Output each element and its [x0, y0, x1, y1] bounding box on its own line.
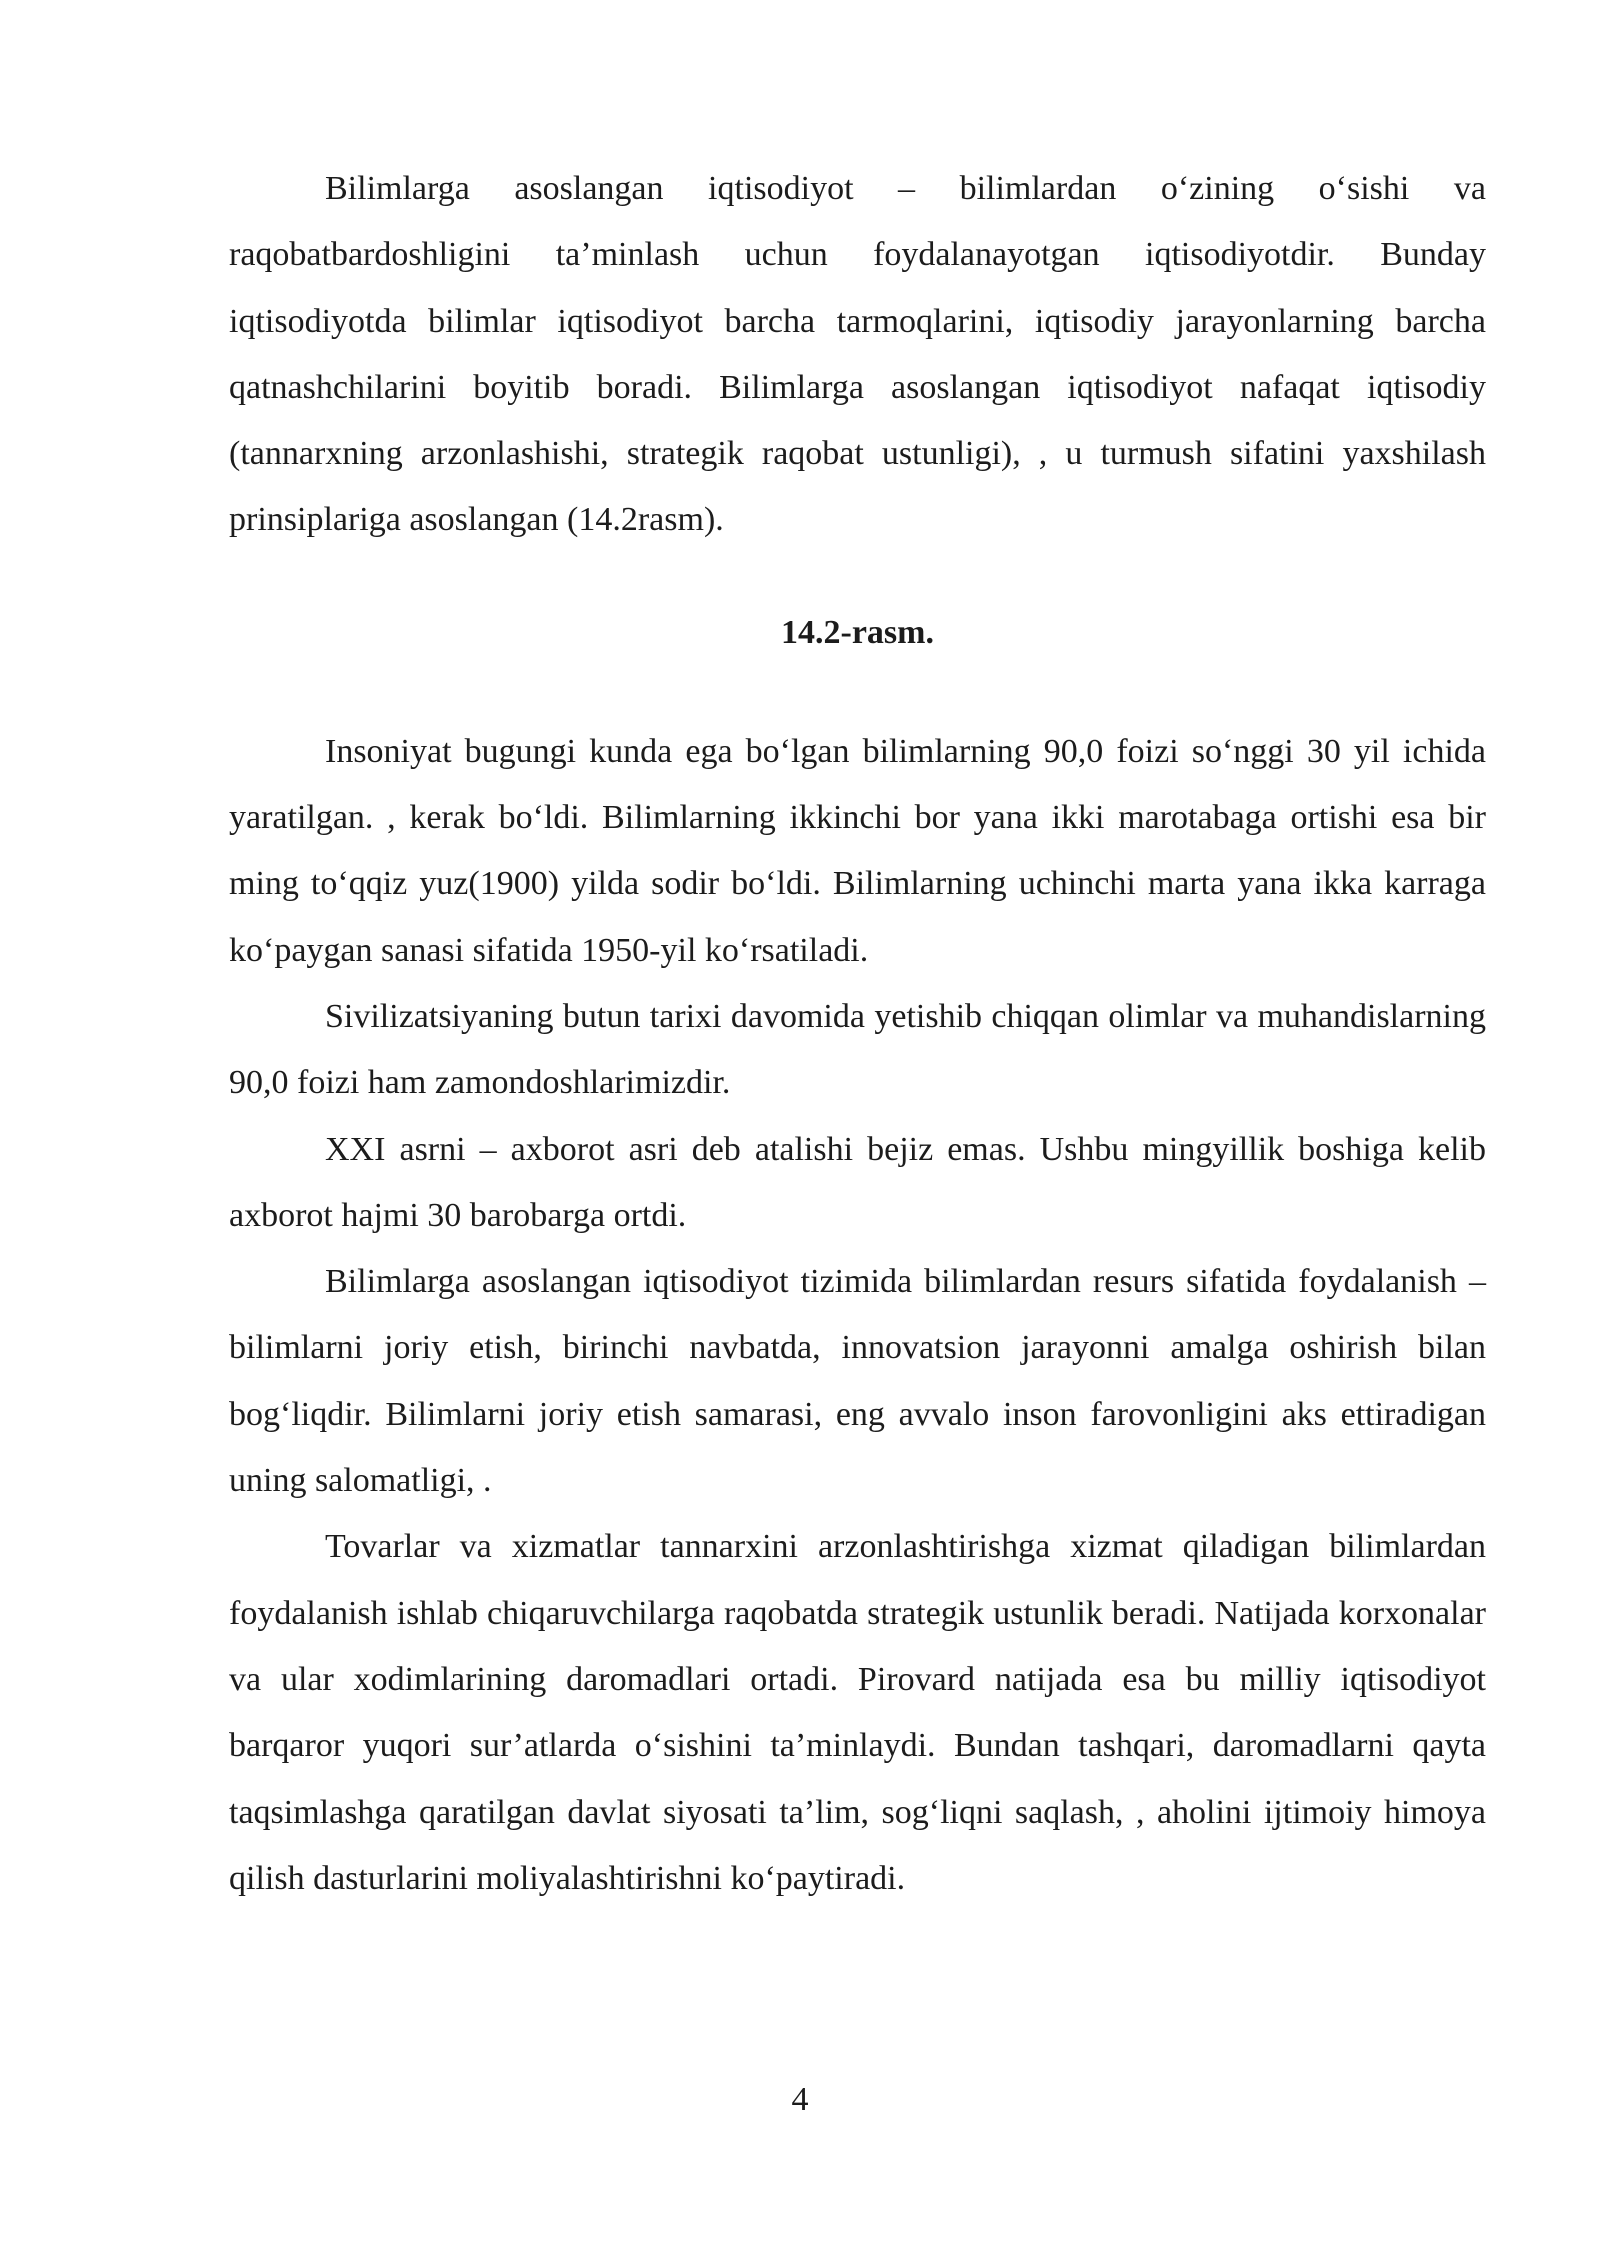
paragraph-scientists-contemporaries: Sivilizatsiyaning butun tarixi davomida yetishib chiqqan olimlar va muhandislarning 90,0 foizi ham zamondoshlarimizdir. — [229, 997, 1486, 1102]
paragraph-knowledge-growth: Insoniyat bugungi kunda ega bo‘lgan bilimlarning 90,0 foizi so‘nggi 30 yil ichida yaratilgan. , kerak bo‘ldi. Bilimlarning ikkinchi bor yana ikki marotabaga ortishi esa bir ming to‘qqiz yuz(1900) yilda sodir bo‘ldi. Bilimlarning uchinchi marta yana ikka karraga ko‘paygan sanasi sifatida 1950-yil ko‘rsatiladi. — [229, 732, 1486, 969]
paragraph-information-age: XXI asrni – axborot asri deb atalishi bejiz emas. Ushbu mingyillik boshiga kelib axborot hajmi 30 barobarga ortdi. — [229, 1130, 1486, 1234]
figure-caption: 14.2-rasm. — [781, 613, 934, 651]
paragraph-knowledge-as-resource: Bilimlarga asoslangan iqtisodiyot tizimida bilimlardan resurs sifatida foydalanish – bilimlarni joriy etish, birinchi navbatda, innovatsion jarayonni amalga oshirish bilan bog‘liqdir. Bilimlarni joriy etish samarasi, eng avvalo inson farovonligini aks ettiradigan uning salomatligi, . — [229, 1263, 1486, 1500]
page-number: 4 — [791, 2081, 809, 2118]
paragraph-cost-reduction: Tovarlar va xizmatlar tannarxini arzonlashtirishga xizmat qiladigan bilimlardan foydalanish ishlab chiqaruvchilarga raqobatda strategik ustunlik beradi. Natijada korxonalar va ular xodimlarining daromadlari ortadi. Pirovard natijada esa bu milliy iqtisodiyot barqaror yuqori sur’atlarda o‘sishini ta’minlaydi. Bundan tashqari, daromadlarni qayta taqsimlashga qaratilgan davlat siyosati ta’lim, sog‘liqni saqlash, , aholini ijtimoiy himoya qilish dasturlarini moliyalashtirishni ko‘paytiradi. — [229, 1528, 1486, 1897]
paragraph-knowledge-economy-definition: Bilimlarga asoslangan iqtisodiyot – bilimlardan o‘zining o‘sishi va raqobatbardoshligini ta’minlash uchun foydalanayotgan iqtisodiyotdir. Bunday iqtisodiyotda bilimlar iqtisodiyot barcha tarmoqlarini, iqtisodiy jarayonlarning barcha qatnashchilarini boyitib boradi. Bilimlarga asoslangan iqtisodiyot nafaqat iqtisodiy (tannarxning arzonlashishi, strategik raqobat ustunligi), , u turmush sifatini yaxshilash prinsiplariga asoslangan (14.2rasm). — [229, 170, 1486, 539]
document-body — [229, 156, 1486, 1912]
